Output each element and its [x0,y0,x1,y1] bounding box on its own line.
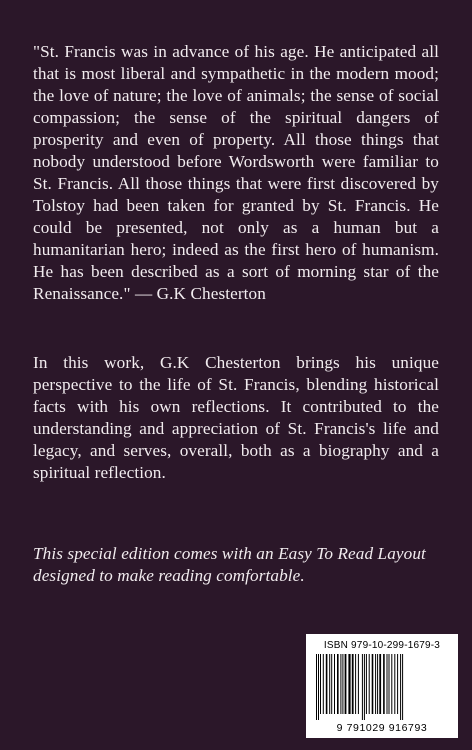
isbn-label: ISBN 979-10-299-1679-3 [323,640,441,651]
barcode-bar [345,654,347,714]
barcode-bar [323,654,324,714]
barcode-bar [358,654,359,714]
isbn-barcode [306,634,458,738]
barcode-digits: 9 791029 916793 [336,722,428,734]
barcode-bar [342,654,343,714]
barcode-bar [326,654,328,714]
barcode-bar [397,654,398,714]
barcode-bar [400,654,401,720]
barcode-bar [348,654,350,714]
barcode-bar [369,654,370,714]
barcode-bar [364,654,365,720]
barcode-bar [387,654,388,714]
barcode-bar [389,654,390,714]
barcode-bar [331,654,332,714]
barcode-bar [383,654,385,714]
barcode-bar [329,654,330,714]
book-description: In this work, G.K Chesterton brings his unique perspective to the life of St. Francis, blending historical facts with his own reflections. It contributed to the understanding and appreciation of St. Francis's life and legacy, and serves, overall, both as a biography and a spiritual reflection. [33,353,439,482]
barcode-bar [394,654,395,714]
barcode-bar [340,654,341,714]
barcode-bar [402,654,403,720]
barcode-bar [316,654,317,720]
barcode-bar [377,654,378,714]
barcode-bar [337,654,339,714]
barcode-bar [352,654,354,714]
barcode-bar [379,654,381,714]
barcode-bar [366,654,367,714]
barcode-bars [314,654,454,720]
barcode-bar [372,654,374,714]
barcode-bar [320,654,321,714]
barcode-bar [375,654,376,714]
barcode-bar [362,654,363,720]
barcode-bar [334,654,335,714]
edition-note: This special edition comes with an Easy To Read Layout designed to make reading comfortable. [33,544,426,585]
barcode-bar [391,654,392,714]
barcode-bar [318,654,319,720]
barcode-bar [355,654,356,714]
chesterton-quote: "St. Francis was in advance of his age. He anticipated all that is most liberal and sympathetic in the modern mood; the love of nature; the love of animals; the sense of social compassion; the sense of the spiritual dangers of prosperity and even of property. All those things that nobody understood before Wordsworth were familiar to St. Francis. All those things that were first discovered by Tolstoy had been taken for granted by St. Francis. He could be presented, not only as a human but a humanitarian hero; indeed as the first hero of humanism. He has been described as a sort of morning star of the Renaissance." — G.K Chesterton [33,42,439,303]
